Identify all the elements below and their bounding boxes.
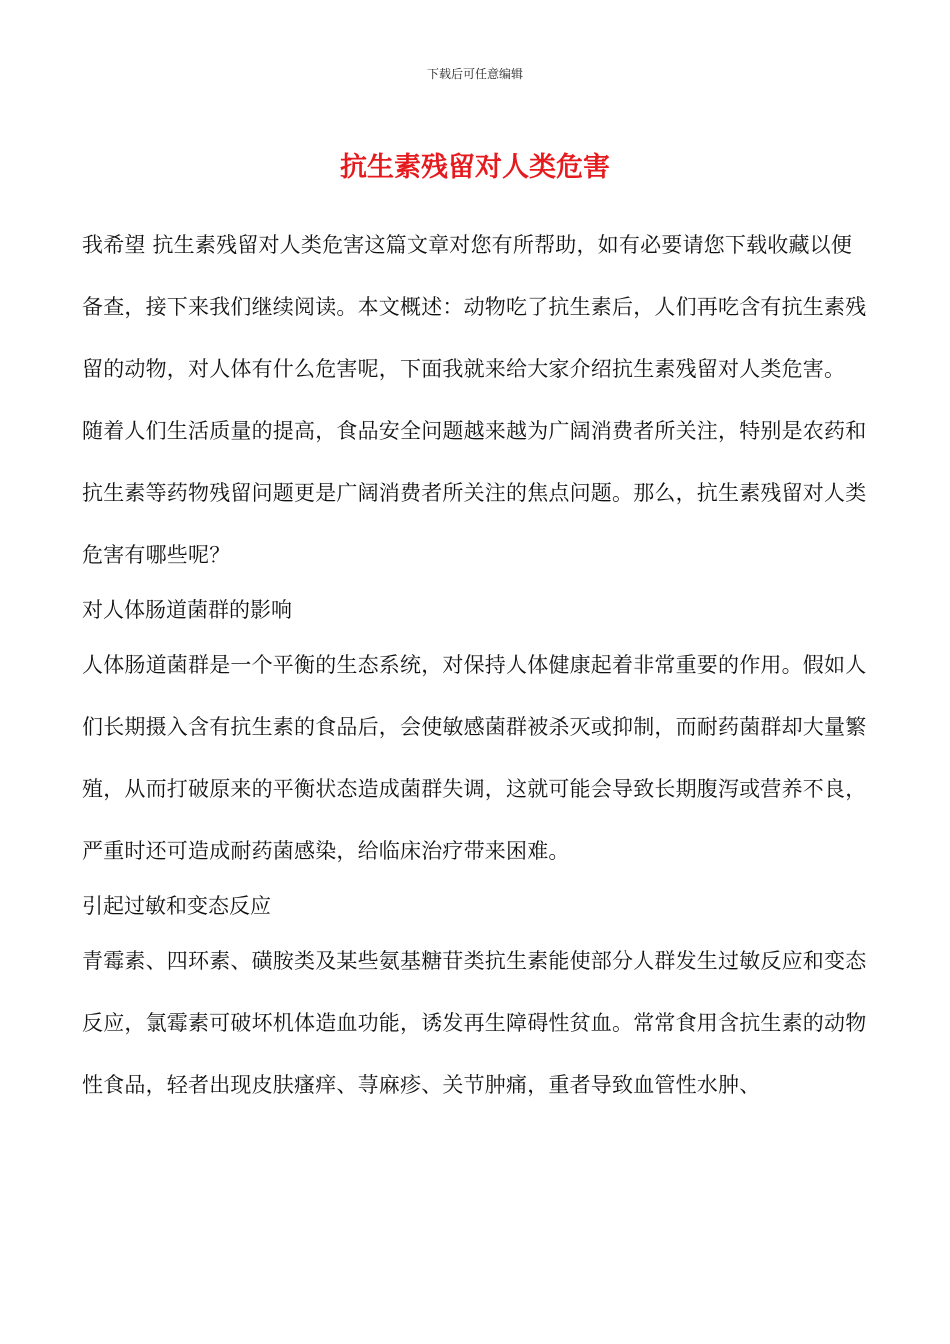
section-heading-gut-flora: 对人体肠道菌群的影响 (82, 598, 292, 622)
context-paragraph: 随着人们生活质量的提高，食品安全问题越来越为广阔消费者所关注，特别是农药和抗生素等药物残留问题更是广阔消费者所关注的焦点问题。那么，抗生素残留对人类危害有哪些呢？ (82, 419, 867, 567)
section-heading-allergy: 引起过敏和变态反应 (82, 894, 271, 918)
header-note: 下载后可任意编辑 (426, 67, 523, 81)
section-body-gut-flora: 人体肠道菌群是一个平衡的生态系统，对保持人体健康起着非常重要的作用。假如人们长期摄入含有抗生素的食品后，会使敏感菌群被杀灭或抑制，而耐药菌群却大量繁殖，从而打破原来的平衡状态造成菌群失调，这就可能会导致长期腹泻或营养不良，严重时还可造成耐药菌感染，给临床治疗带来困难。 (82, 653, 867, 863)
document-content (82, 214, 872, 1116)
document-title: 抗生素残留对人类危害 (340, 152, 610, 184)
intro-paragraph: 我希望 抗生素残留对人类危害这篇文章对您有所帮助，如有必要请您下载收藏以便备查，接下来我们继续阅读。本文概述：动物吃了抗生素后，人们再吃含有抗生素残留的动物，对人体有什么危害呢，下面我就来给大家介绍抗生素残留对人类危害。 (82, 233, 867, 381)
section-body-allergy: 青霉素、四环素、磺胺类及某些氨基糖苷类抗生素能使部分人群发生过敏反应和变态反应，氯霉素可破坏机体造血功能，诱发再生障碍性贫血。常常食用含抗生素的动物性食品，轻者出现皮肤瘙痒、荨麻疹、关节肿痛，重者导致血管性水肿、 (82, 949, 867, 1097)
